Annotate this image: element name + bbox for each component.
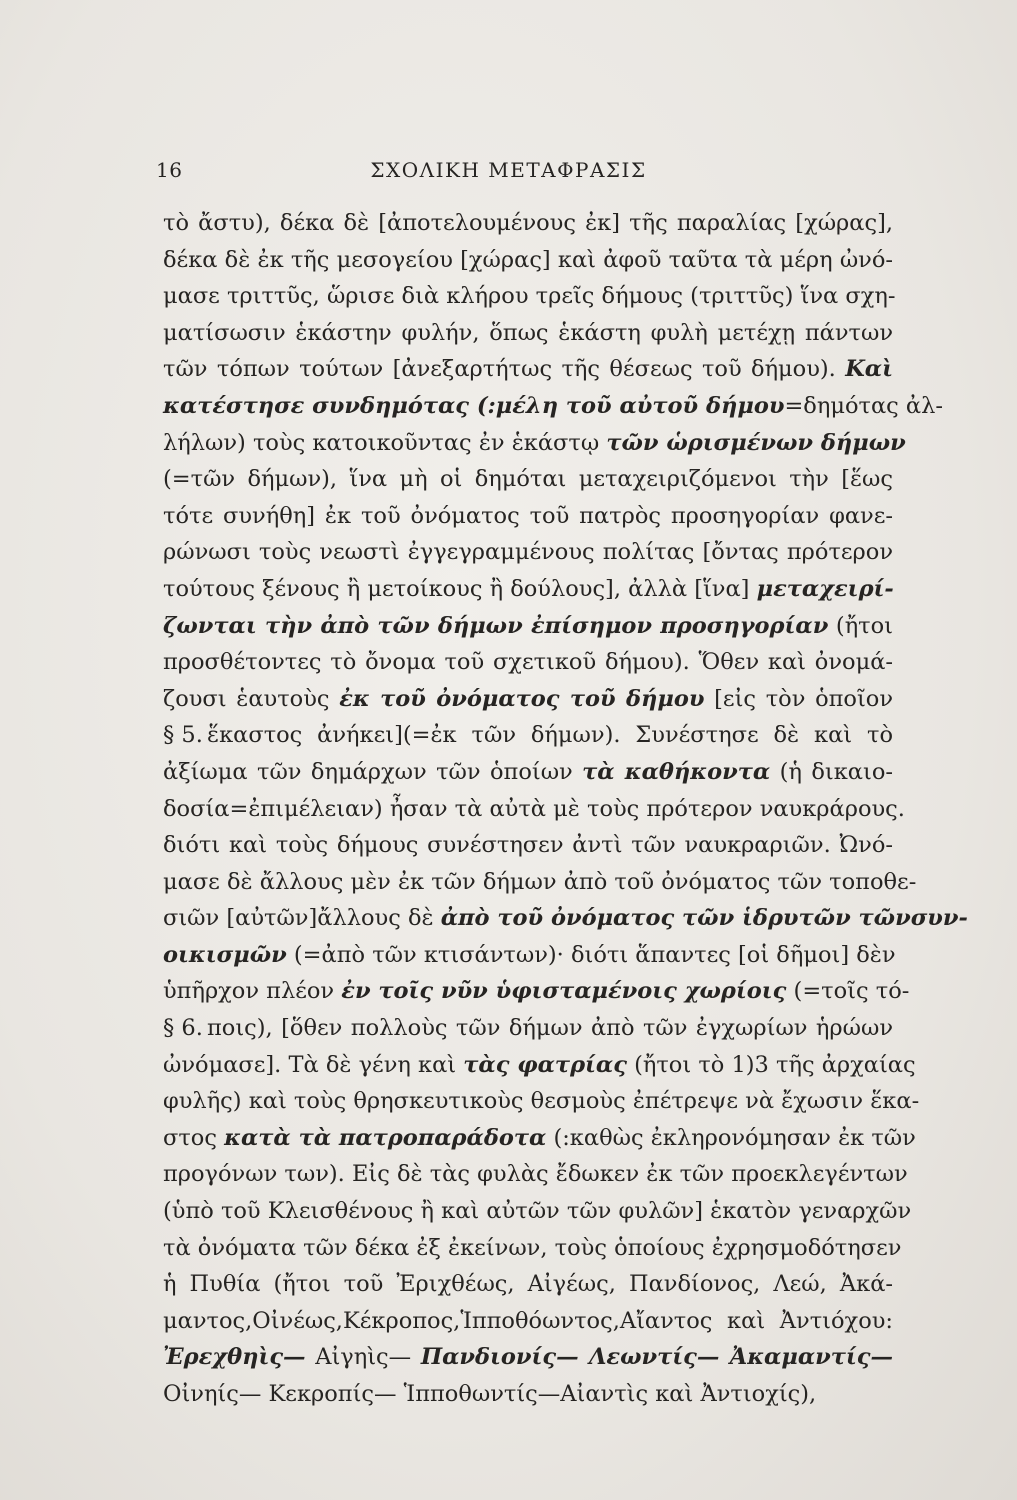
text-line — [163, 1193, 912, 1230]
text-segment: ὠνόμασε]. Τὰ δὲ γένη καὶ — [163, 1051, 464, 1078]
text-line — [163, 351, 893, 388]
text-line — [163, 1339, 893, 1376]
text-line — [163, 864, 917, 901]
text-segment: Οἰνηίς— Κεκροπίς— Ἱπποθωντίς—Αἰαντὶς καὶ Ἀντιοχίς), — [163, 1381, 817, 1407]
text-segment: τούτους ξένους ἢ μετοίκους ἢ δούλους], ἀλλὰ [ἵνα] — [163, 575, 757, 602]
text-segment: Αἰγηὶς— — [305, 1344, 421, 1371]
text-segment: μασε δὲ ἄλλους μὲν ἐκ τῶν δήμων ἀπὸ τοῦ ὀνόματος τῶν τοποθε- — [163, 868, 917, 895]
text-line — [163, 425, 906, 462]
text-line — [163, 205, 893, 242]
emphasized-text: οικισμῶν — [163, 941, 287, 968]
text-line — [163, 1230, 902, 1267]
text-segment: δοσία=ἐπιμέλειαν) ἦσαν τὰ αὐτὰ μὲ τοὺς πρότερον ναυκράρους. — [163, 795, 905, 822]
text-segment: [εἰς τὸν ὁποῖον — [704, 685, 893, 712]
emphasized-text: κατὰ τὰ πατροπαράδοτα — [224, 1124, 547, 1151]
emphasized-text: μεταχειρί- — [756, 575, 894, 602]
emphasized-text: ἐν τοῖς νῦν ὑφισταμένοις χωρίοις — [341, 978, 787, 1005]
text-segment: λήλων) τοὺς κατοικοῦντας ἐν ἑκάστῳ — [163, 429, 607, 456]
text-line — [163, 681, 893, 718]
text-line — [163, 498, 893, 535]
text-line — [163, 754, 893, 791]
text-line — [163, 827, 893, 864]
section-number: § 6. — [163, 1015, 203, 1042]
emphasized-text: τὰ καθήκοντα — [582, 758, 771, 785]
text-line — [163, 900, 968, 937]
text-segment: ἀξίωμα τῶν δημάρχων τῶν ὁποίων — [163, 758, 583, 785]
text-line — [163, 1120, 916, 1157]
running-title: ΣΧΟΛΙΚΗ ΜΕΤΑΦΡΑΣΙΣ — [370, 158, 647, 182]
emphasized-text: τῶν ὡρισμένων δήμων — [606, 429, 906, 456]
emphasized-text: ἐκ τοῦ ὀνόματος τοῦ δήμου — [339, 685, 705, 712]
text-line — [163, 791, 905, 828]
text-segment: (ὑπὸ τοῦ Κλεισθένους ἢ καὶ αὐτῶν τῶν φυλῶν] ἑκατὸν γεναρχῶν — [163, 1198, 912, 1225]
text-segment: δέκα δὲ ἐκ τῆς μεσογείου [χώρας] καὶ ἀφοῦ ταῦτα τὰ μέρη ὠνό- — [163, 246, 893, 273]
text-segment: στος — [163, 1124, 225, 1151]
emphasized-text: ζωνται τὴν ἀπὸ τῶν δήμων ἐπίσημον προσηγορίαν — [163, 612, 829, 639]
text-line — [163, 1376, 893, 1413]
section-number: § 5. — [163, 722, 203, 749]
text-line — [163, 242, 893, 279]
page-number: 16 — [156, 158, 183, 182]
emphasized-text: κατέστησε συνδημότας (:μέλη τοῦ αὐτοῦ δήμου — [163, 392, 785, 419]
text-line — [163, 1010, 893, 1047]
text-segment: (:καθὼς ἐκληρονόμησαν ἐκ τῶν — [546, 1124, 916, 1151]
text-line — [163, 1047, 916, 1084]
text-line — [163, 1266, 893, 1303]
text-line — [163, 571, 893, 608]
text-line — [163, 315, 893, 352]
emphasized-text: Πανδιονίς— Λεωντίς— Ἀκαμαντίς— — [420, 1344, 893, 1371]
text-segment: τῶν τόπων τούτων [ἀνεξαρτήτως τῆς θέσεως τοῦ δήμου). — [163, 356, 846, 383]
text-line — [163, 717, 893, 754]
text-segment: ὑπῆρχον πλέον — [163, 978, 342, 1005]
text-line — [163, 1083, 920, 1120]
text-line — [163, 1303, 893, 1340]
text-line — [163, 973, 910, 1010]
text-segment: (=τοῖς τό- — [786, 978, 910, 1005]
text-segment: (=ἀπὸ τῶν κτισάντων)· διότι ἅπαντες [οἱ δῆμοι] δὲν — [286, 941, 896, 968]
text-segment: ποις), [ὅθεν πολλοὺς τῶν δήμων ἀπὸ τῶν ἐγχωρίων ἡρώων — [207, 1015, 893, 1042]
text-line — [163, 937, 896, 974]
text-segment: διότι καὶ τοὺς δήμους συνέστησεν ἀντὶ τῶν ναυκραριῶν. Ὠνό- — [163, 832, 893, 859]
text-segment: (ἤτοι τὸ 1)3 τῆς ἀρχαίας — [626, 1051, 916, 1078]
emphasized-text: Ἐρεχθηὶς— — [163, 1344, 306, 1371]
text-segment: μαντος,Οἰνέως,Κέκροπος,Ἱπποθόωντος,Αἴαντος καὶ Ἀντιόχου: — [163, 1307, 893, 1334]
text-segment: ζουσι ἑαυτοὺς — [163, 685, 340, 712]
text-segment: ἕκαστος ἀνήκει](=ἐκ τῶν δήμων). Συνέστησε δὲ καὶ τὸ — [207, 722, 893, 749]
text-segment: ἡ Πυθία (ἤτοι τοῦ Ἐριχθέως, Αἰγέως, Πανδίονος, Λεώ, Ἀκά- — [163, 1271, 893, 1298]
text-segment: ματίσωσιν ἑκάστην φυλήν, ὅπως ἑκάστη φυλὴ μετέχῃ πάντων — [163, 319, 893, 346]
text-segment: τὰ ὀνόματα τῶν δέκα ἐξ ἐκείνων, τοὺς ὁποίους ἐχρησμοδότησεν — [163, 1234, 902, 1261]
text-segment: ρώνωσι τοὺς νεωστὶ ἐγγεγραμμένους πολίτας [ὄντας πρότερον — [163, 539, 893, 566]
emphasized-text: Καὶ — [845, 356, 893, 383]
emphasized-text: ἀπὸ τοῦ ὀνόματος τῶν ἱδρυτῶν τῶνσυν- — [440, 905, 968, 932]
body-text — [163, 205, 968, 1413]
page-header — [0, 158, 1017, 188]
text-line — [163, 461, 893, 498]
text-segment: φυλῆς) καὶ τοὺς θρησκευτικοὺς θεσμοὺς ἐπέτρεψε νὰ ἔχωσιν ἕκα- — [163, 1088, 920, 1115]
emphasized-text: τὰς φατρίας — [463, 1051, 627, 1078]
text-segment: προσθέτοντες τὸ ὄνομα τοῦ σχετικοῦ δήμου). Ὅθεν καὶ ὀνομά- — [163, 649, 893, 676]
text-segment: τὸ ἄστυ), δέκα δὲ [ἀποτελουμένους ἐκ] τῆς παραλίας [χώρας], — [163, 210, 893, 236]
text-segment: μασε τριττῦς, ὥρισε διὰ κλήρου τρεῖς δήμους (τριττῦς) ἵνα σχη- — [163, 283, 896, 310]
text-segment: (ἡ δικαιο- — [770, 758, 893, 785]
text-segment: προγόνων των). Εἰς δὲ τὰς φυλὰς ἔδωκεν ἐκ τῶν προεκλεγέντων — [163, 1161, 908, 1188]
text-segment: τότε συνήθη] ἐκ τοῦ ὀνόματος τοῦ πατρὸς προσηγορίαν φανε- — [163, 502, 893, 529]
text-segment: =δημότας ἀλ- — [784, 392, 943, 419]
text-segment: (=τῶν δήμων), ἵνα μὴ οἱ δημόται μεταχειριζόμενοι τὴν [ἕως — [163, 466, 893, 493]
text-line — [163, 1156, 908, 1193]
text-segment: σιῶν [αὐτῶν]ἄλλους δὲ — [163, 905, 441, 932]
text-line — [163, 534, 893, 571]
text-line — [163, 608, 893, 645]
text-line — [163, 388, 943, 425]
text-segment: (ἤτοι — [828, 612, 893, 639]
text-line — [163, 278, 896, 315]
text-line — [163, 644, 893, 681]
